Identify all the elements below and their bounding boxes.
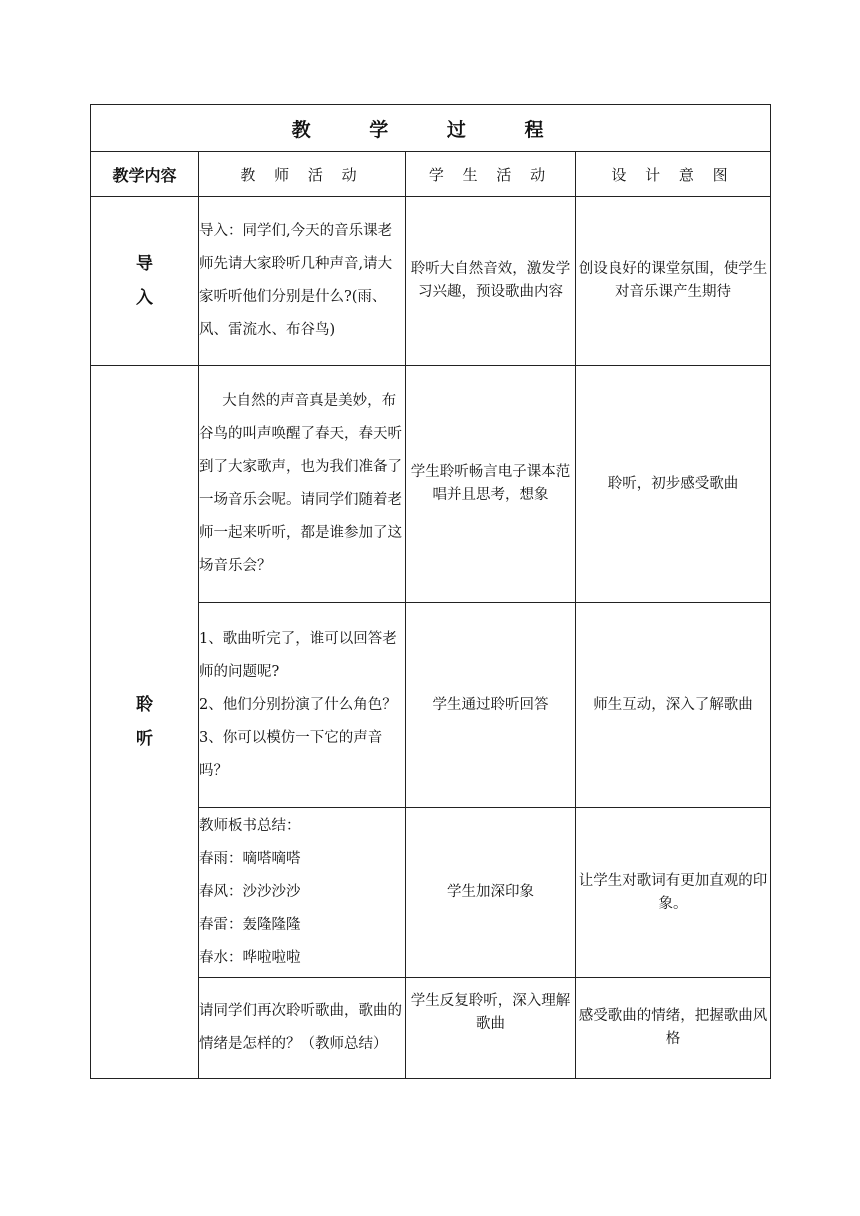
teacher-text: 请同学们再次聆听歌曲，歌曲的情绪是怎样的？（教师总结）	[199, 1003, 402, 1052]
lesson-process-table	[90, 104, 771, 1079]
teacher-activity-cell	[199, 197, 406, 366]
student-activity-cell: 学生聆听畅言电子课本范唱并且思考，想象	[406, 366, 576, 603]
header-design-intent: 设 计 意 图	[576, 152, 771, 197]
section-char: 聆	[136, 695, 153, 715]
header-content: 教学内容	[91, 152, 199, 197]
teacher-text: 春雨：嘀嗒嘀嗒	[199, 851, 301, 867]
header-student-activity: 学 生 活 动	[406, 152, 576, 197]
section-char: 入	[136, 288, 153, 308]
design-intent-cell: 师生互动，深入了解歌曲	[576, 603, 771, 808]
design-intent-cell: 创设良好的课堂氛围，使学生对音乐课产生期待	[576, 197, 771, 366]
teacher-activity-cell	[199, 808, 406, 978]
teacher-text: 春雷：轰隆隆隆	[199, 917, 301, 933]
student-activity-cell: 学生反复聆听，深入理解歌曲	[406, 978, 576, 1079]
design-intent-cell: 感受歌曲的情绪，把握歌曲风格	[576, 978, 771, 1079]
teacher-text: 3、你可以模仿一下它的声音吗？	[199, 729, 383, 779]
teacher-text: 春风：沙沙沙沙	[199, 884, 301, 900]
teacher-text: 春水：哗啦啦啦	[199, 950, 301, 966]
student-activity-cell: 学生加深印象	[406, 808, 576, 978]
teacher-text: 教师板书总结：	[199, 818, 301, 834]
teacher-text: 2、他们分别扮演了什么角色？	[199, 696, 397, 713]
teacher-text: 1、歌曲听完了，谁可以回答老师的问题呢?	[199, 630, 397, 680]
design-intent-cell: 聆听，初步感受歌曲	[576, 366, 771, 603]
section-label-intro	[91, 197, 199, 366]
teacher-activity-cell	[199, 366, 406, 603]
section-label-listen	[91, 366, 199, 1079]
table-row	[91, 197, 771, 366]
design-intent-cell: 让学生对歌词有更加直观的印象。	[576, 808, 771, 978]
teacher-text: 大自然的声音真是美妙，布谷鸟的叫声唤醒了春天，春天听到了大家歌声，也为我们准备了一场音乐会呢。请同学们随着老师一起来听听，都是谁参加了这场音乐会？	[199, 393, 402, 574]
teacher-activity-cell	[199, 978, 406, 1079]
section-char: 导	[136, 254, 153, 274]
teacher-text: 导入：同学们,今天的音乐课老师先请大家聆听几种声音,请大家听听他们分别是什么?(雨、风、雷流水、布谷鸟)	[199, 223, 393, 338]
section-char: 听	[136, 729, 153, 749]
student-activity-cell: 学生通过聆听回答	[406, 603, 576, 808]
teacher-activity-cell	[199, 603, 406, 808]
student-activity-cell: 聆听大自然音效，激发学习兴趣，预设歌曲内容	[406, 197, 576, 366]
table-title: 教 学 过 程	[91, 105, 771, 152]
header-teacher-activity: 教 师 活 动	[199, 152, 406, 197]
table-row	[91, 366, 771, 603]
